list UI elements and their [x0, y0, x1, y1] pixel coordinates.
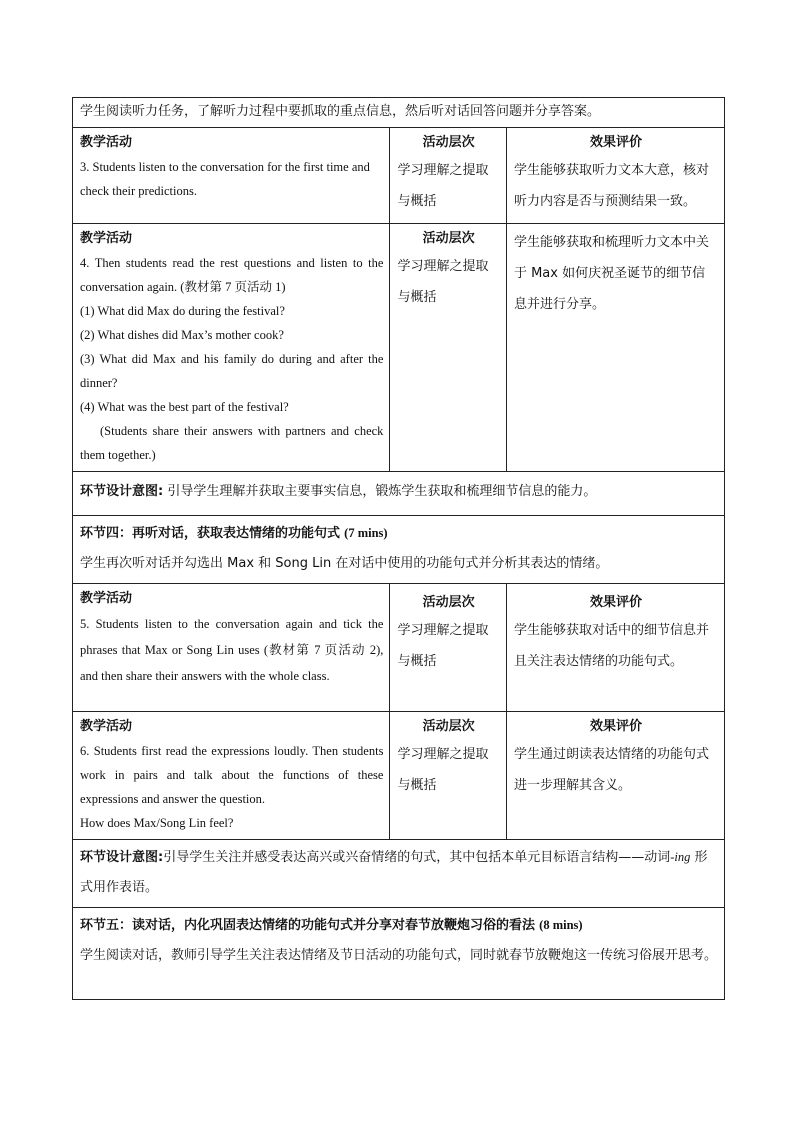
stage-4-time: (7 mins) — [344, 526, 388, 540]
activity-6-question: How does Max/Song Lin feel? — [80, 816, 234, 830]
stage-5-time: (8 mins) — [539, 918, 583, 932]
evaluation-header: 效果评价 — [589, 135, 642, 150]
evaluation-5-text: 学生能够获取对话中的细节信息并且关注表达情绪的功能句式。 — [513, 623, 709, 669]
activity-header: 教学活动 — [80, 231, 133, 246]
activity-row-3 — [73, 128, 725, 224]
stage-5-desc: 学生阅读对话，教师引导学生关注表达情绪及节日活动的功能句式，同时就春节放鞭炮这一传统习俗展开思考。 — [80, 948, 718, 963]
stage-4-title: 环节四：再听对话，获取表达情绪的功能句式 — [80, 526, 341, 541]
stage-5-row — [73, 908, 725, 1000]
design-intent-text-b: 形式用作表语。 — [80, 850, 708, 895]
stage-5-title: 环节五：读对话，内化巩固表达情绪的功能句式并分享对春节放鞭炮习俗的看法 — [80, 918, 536, 933]
activity-4-intro: 4. Then students read the rest questions and listen to the conversation again. (教材第 7 页活动 1) — [80, 256, 384, 294]
design-intent-text: 引导学生理解并获取主要事实信息，锻炼学生获取和梳理细节信息的能力。 — [167, 484, 597, 499]
activity-4-q3: (3) What did Max and his family do during and after the dinner? — [80, 352, 384, 390]
activity-4-q2: (2) What dishes did Max’s mother cook? — [80, 328, 284, 342]
level-header: 活动层次 — [422, 135, 475, 150]
evaluation-header: 效果评价 — [589, 595, 642, 610]
design-intent-label: 环节设计意图: — [80, 850, 164, 865]
level-4-text: 学习理解之提取与概括 — [397, 259, 489, 305]
lesson-plan-table — [72, 97, 725, 1000]
design-intent-label: 环节设计意图: — [80, 484, 164, 499]
level-header: 活动层次 — [422, 595, 475, 610]
level-header: 活动层次 — [422, 231, 475, 246]
evaluation-3-text: 学生能够获取听力文本大意，核对听力内容是否与预测结果一致。 — [513, 163, 709, 209]
stage-4-desc: 学生再次听对话并勾选出 Max 和 Song Lin 在对话中使用的功能句式并分析其表达的情绪。 — [80, 556, 609, 571]
design-intent-row-2 — [73, 840, 725, 908]
level-5-text: 学习理解之提取与概括 — [397, 623, 489, 669]
activity-row-5 — [73, 584, 725, 712]
activity-row-4 — [73, 224, 725, 472]
design-intent-row-1 — [73, 472, 725, 516]
level-6-text: 学习理解之提取与概括 — [397, 747, 489, 793]
activity-header: 教学活动 — [80, 135, 133, 150]
lesson-plan-page — [72, 97, 725, 1000]
activity-6-text: 6. Students first read the expressions loudly. Then students work in pairs and talk about the functions of these expressions and answer the question. — [80, 744, 384, 806]
activity-4-share: (Students share their answers with partners and check them together.) — [80, 424, 384, 462]
intro-row — [73, 98, 725, 128]
activity-3-text: 3. Students listen to the conversation for the first time and check their predictions. — [80, 160, 370, 198]
level-3-text: 学习理解之提取与概括 — [397, 163, 489, 209]
evaluation-6-text: 学生通过朗读表达情绪的功能句式进一步理解其含义。 — [513, 747, 709, 793]
activity-header: 教学活动 — [80, 591, 133, 606]
evaluation-4-text: 学生能够获取和梳理听力文本中关于 Max 如何庆祝圣诞节的细节信息并进行分享。 — [513, 235, 709, 312]
evaluation-header: 效果评价 — [589, 719, 642, 734]
activity-5-text: 5. Students listen to the conversation again and tick the phrases that Max or Song Lin uses (教材第 7 页活动 2), and then share their answers with the whole class. — [80, 617, 384, 683]
stage-4-row — [73, 516, 725, 584]
intro-text: 学生阅读听力任务，了解听力过程中要抓取的重点信息，然后听对话回答问题并分享答案。 — [80, 104, 601, 119]
activity-row-6 — [73, 712, 725, 840]
activity-4-q4: (4) What was the best part of the festival? — [80, 400, 289, 414]
design-intent-ing: -ing — [670, 850, 691, 864]
level-header: 活动层次 — [422, 719, 475, 734]
design-intent-text-a: 引导学生关注并感受表达高兴或兴奋情绪的句式，其中包括本单元目标语言结构——动词 — [163, 850, 671, 865]
activity-header: 教学活动 — [80, 719, 133, 734]
activity-4-q1: (1) What did Max do during the festival? — [80, 304, 285, 318]
